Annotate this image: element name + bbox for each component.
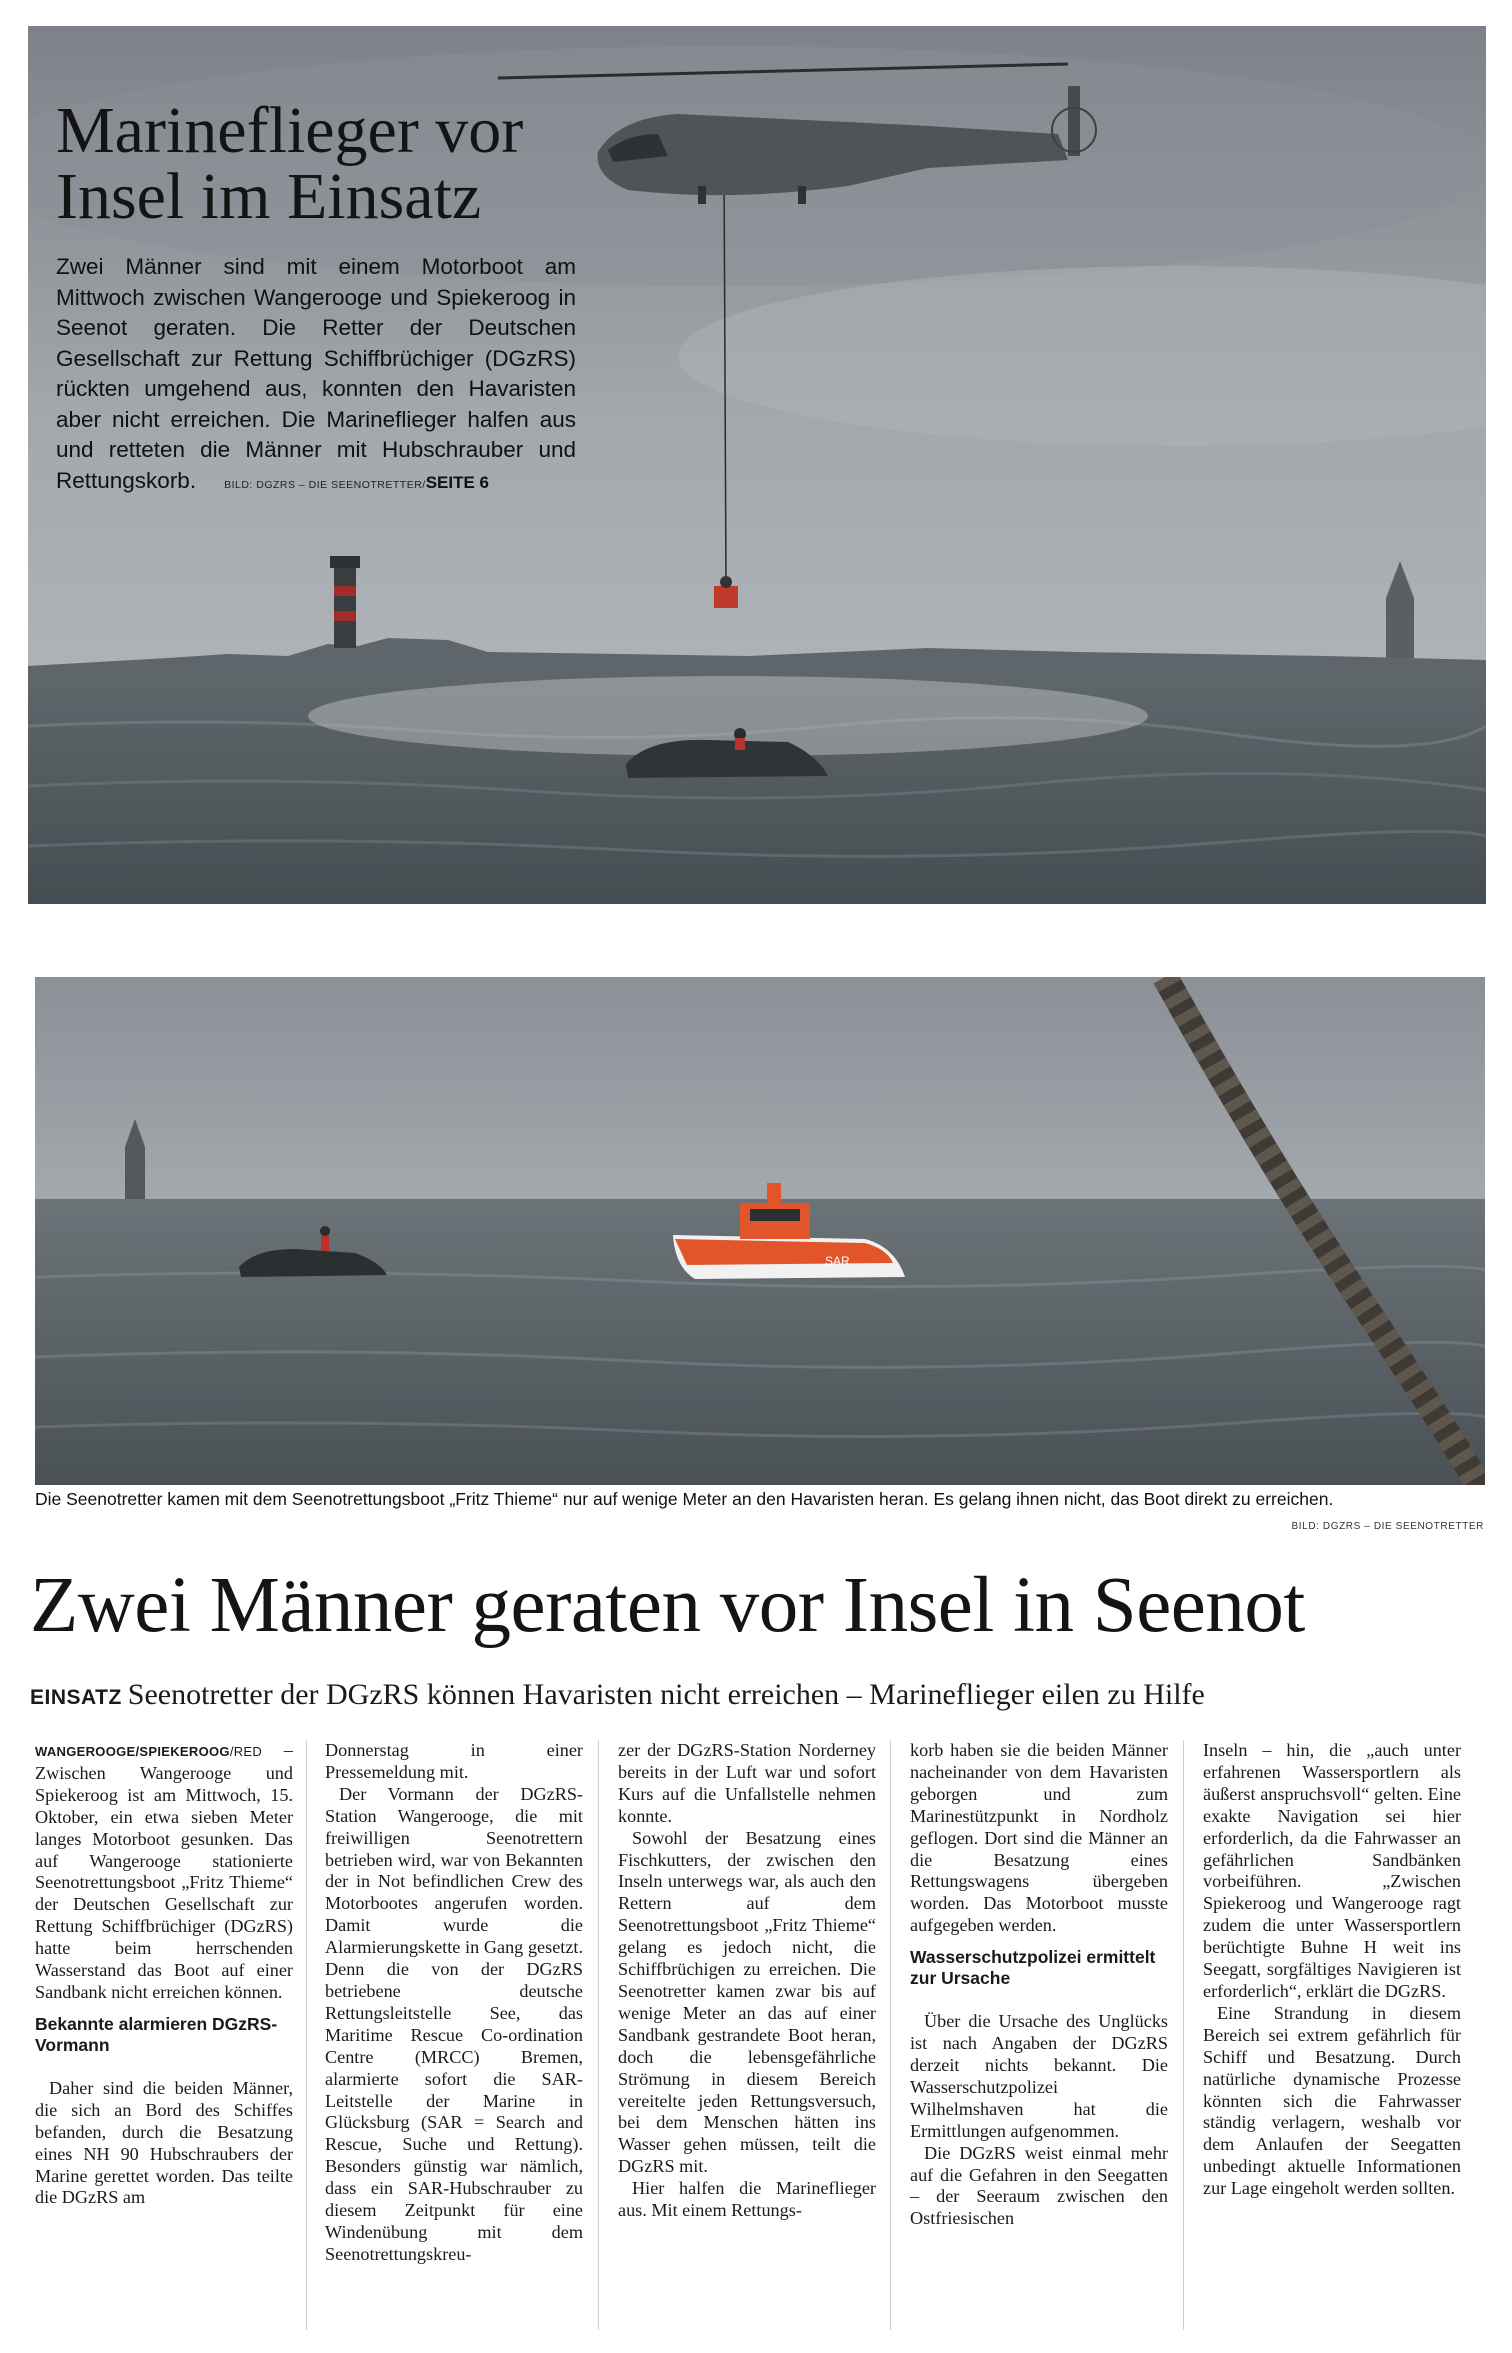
col2-paragraph-2: Der Vormann der DGzRS-Station Wangerooge, die mit freiwilligen Seenotrettern betrieben wird, war von Bekannten der in Not befindlichen Crew des Motorbootes angerufen worden. Damit wurde die Alarmierungskette in Gang gesetzt. Denn die von der DGzRS betriebene deutsche Rettungsleitstelle See, das Maritime Rescue Co-ordination Centre (MRCC) Bremen, alarmierte sofort die SAR-Leitstelle der Marine in Glücksburg (SAR = Search and Rescue, Suche und Rettung). Besonders günstig war nämlich, dass ein SAR-Hubschrauber zu diesem Zeitpunkt für eine Windenübung mit dem Seenotrettungskreu-	[325, 1783, 583, 2264]
article-column-2	[325, 1740, 583, 2266]
column-divider	[306, 1740, 307, 2330]
col3-paragraph-2: Sowohl der Besatzung eines Fischkutters, der zwischen den Inseln unterwegs war, als auch den Rettern auf dem Seenotrettungsboot „Fritz Thieme“ gelang es jedoch nicht, die Schiffbrüchigen zu erreichen. Die Seenotretter kamen zwar bis auf wenige Meter an das auf einer Sandbank gestrandete Boot heran, doch die lebensgefährliche Strömung in diesem Bereich vereitelte jeden Rettungsversuch, bei dem Menschen hätten ins Wasser gehen müssen, teilt die DGzRS mit.	[618, 1827, 876, 2177]
column-divider	[1183, 1740, 1184, 2330]
article-kicker: EINSATZ	[30, 1686, 122, 1709]
article-column-1	[35, 1740, 293, 2209]
col4-paragraph-3: Die DGzRS weist einmal mehr auf die Gefahren in den Seegatten – der Seeraum zwischen den Ostfriesischen	[910, 2142, 1168, 2229]
page-reference: SEITE 6	[425, 472, 490, 492]
col1-subheading: Bekannte alarmieren DGzRS-Vormann	[35, 2013, 278, 2055]
col4-subheading: Wasserschutzpolizei ermittelt zur Ursache	[910, 1947, 1156, 1989]
top-headline-line2: Insel im Einsatz	[56, 160, 482, 233]
article-headline: Zwei Männer geraten vor Insel in Seenot	[30, 1562, 1305, 1649]
top-headline-line1: Marineflieger vor	[56, 94, 524, 167]
top-story-teaser	[56, 252, 576, 500]
article-column-4	[910, 1740, 1168, 2230]
col5-paragraph-2: Eine Strandung in diesem Bereich sei extrem gefährlich für Schiff und Besatzung. Durch natürliche dynamische Prozesse könnten sich die Fahrwasser ständig verlagern, weshalb vor dem Anlaufen der Seegatten unbedingt aktuelle Informationen zur Lage eingeholt werden sollten.	[1203, 2002, 1461, 2199]
article-dateline: WANGEROOGE/SPIEKEROOG	[35, 1744, 230, 1759]
col3-paragraph-1: zer der DGzRS-Station Norderney bereits in der Luft war und sofort Kurs auf die Unfallstelle nehmen konnte.	[618, 1740, 876, 1826]
article-dateline-author: /RED	[229, 1744, 263, 1759]
col3-paragraph-3: Hier halfen die Marineflieger aus. Mit einem Rettungs-	[618, 2178, 876, 2221]
top-story-headline	[56, 94, 616, 233]
col4-paragraph-1: korb haben sie die beiden Männer nacheinander von dem Havaristen geborgen und zum Marinestützpunkt in Nordholz geflogen. Dort sind die Männer an die Besatzung eines Rettungswagens übergeben worden. Das Motorboot musste aufgegeben werden.	[910, 1740, 1168, 1936]
bottom-photo-rescue-boat	[35, 977, 1485, 1485]
lighthouse	[330, 556, 360, 648]
column-divider	[890, 1740, 891, 2330]
article-subheadline-text: Seenotretter der DGzRS können Havaristen nicht erreichen – Marineflieger eilen zu Hilfe	[127, 1678, 1205, 1711]
rescue-boat-scene	[35, 977, 1485, 1485]
top-teaser-text: Zwei Männer sind mit einem Motorboot am Mittwoch zwischen Wangerooge und Spiekeroog in Seenot geraten. Die Retter der Deutschen Gesellschaft zur Rettung Schiffbrüchiger (DGzRS) rückten umgehend aus, konnten den Havaristen aber nicht erreichen. Die Marineflieger halfen aus und retteten die Männer mit Hubschrauber und Rettungskorb.	[56, 254, 576, 493]
col4-paragraph-2: Über die Ursache des Unglücks ist nach Angaben der DGzRS derzeit nichts bekannt. Die Wasserschutzpolizei Wilhelmshaven hat die Ermittlungen aufgenommen.	[910, 2011, 1168, 2141]
article-column-5	[1203, 1740, 1461, 2200]
article-column-3	[618, 1740, 876, 2222]
top-photo-credit: BILD: DGZRS – DIE SEENOTRETTER/	[224, 478, 426, 491]
column-divider	[598, 1740, 599, 2330]
sar-marking: SAR	[825, 1254, 850, 1268]
col5-paragraph-1: Inseln – hin, die „auch unter erfahrenen Wassersportlern als äußerst anspruchsvoll“ gelten. Eine exakte Navigation sei hier erforderlich, da die Fahrwasser an gefährlichen Sandbänken vorbeiführen. „Zwischen Spiekeroog und Wangerooge ragt zudem die unter Wassersportlern berüchtigte Buhne H weit ins Seegatt, sorgfältiges Navigieren ist erforderlich“, erklärt die DGzRS.	[1203, 1740, 1461, 2001]
bottom-photo-credit: BILD: DGZRS – DIE SEENOTRETTER	[1291, 1521, 1484, 1532]
bottom-photo-caption: Die Seenotretter kamen mit dem Seenotrettungsboot „Fritz Thieme“ nur auf wenige Meter an den Havaristen heran. Es gelang ihnen nicht, das Boot direkt zu erreichen.	[35, 1489, 1334, 1509]
article-subheadline	[30, 1677, 1490, 1716]
col1-paragraph-2: Daher sind die beiden Männer, die sich an Bord des Schiffes befanden, durch die Besatzung eines NH 90 Hubschraubers der Marine gerettet worden. Das teilte die DGzRS am	[35, 2077, 293, 2208]
col2-paragraph-1: Donnerstag in einer Pressemeldung mit.	[325, 1740, 583, 1782]
col1-paragraph-1: – Zwischen Wangerooge und Spiekeroog ist am Mittwoch, 15. Oktober, ein etwa sieben Meter langes Motorboot gesunken. Das auf Wangerooge stationierte Seenotrettungsboot „Fritz Thieme“ der Deutschen Gesellschaft zur Rettung Schiffbrüchiger (DGzRS) hatte beim herrschenden Wasserstand das Boot auf einer Sandbank nicht erreichen können.	[35, 1740, 293, 2002]
